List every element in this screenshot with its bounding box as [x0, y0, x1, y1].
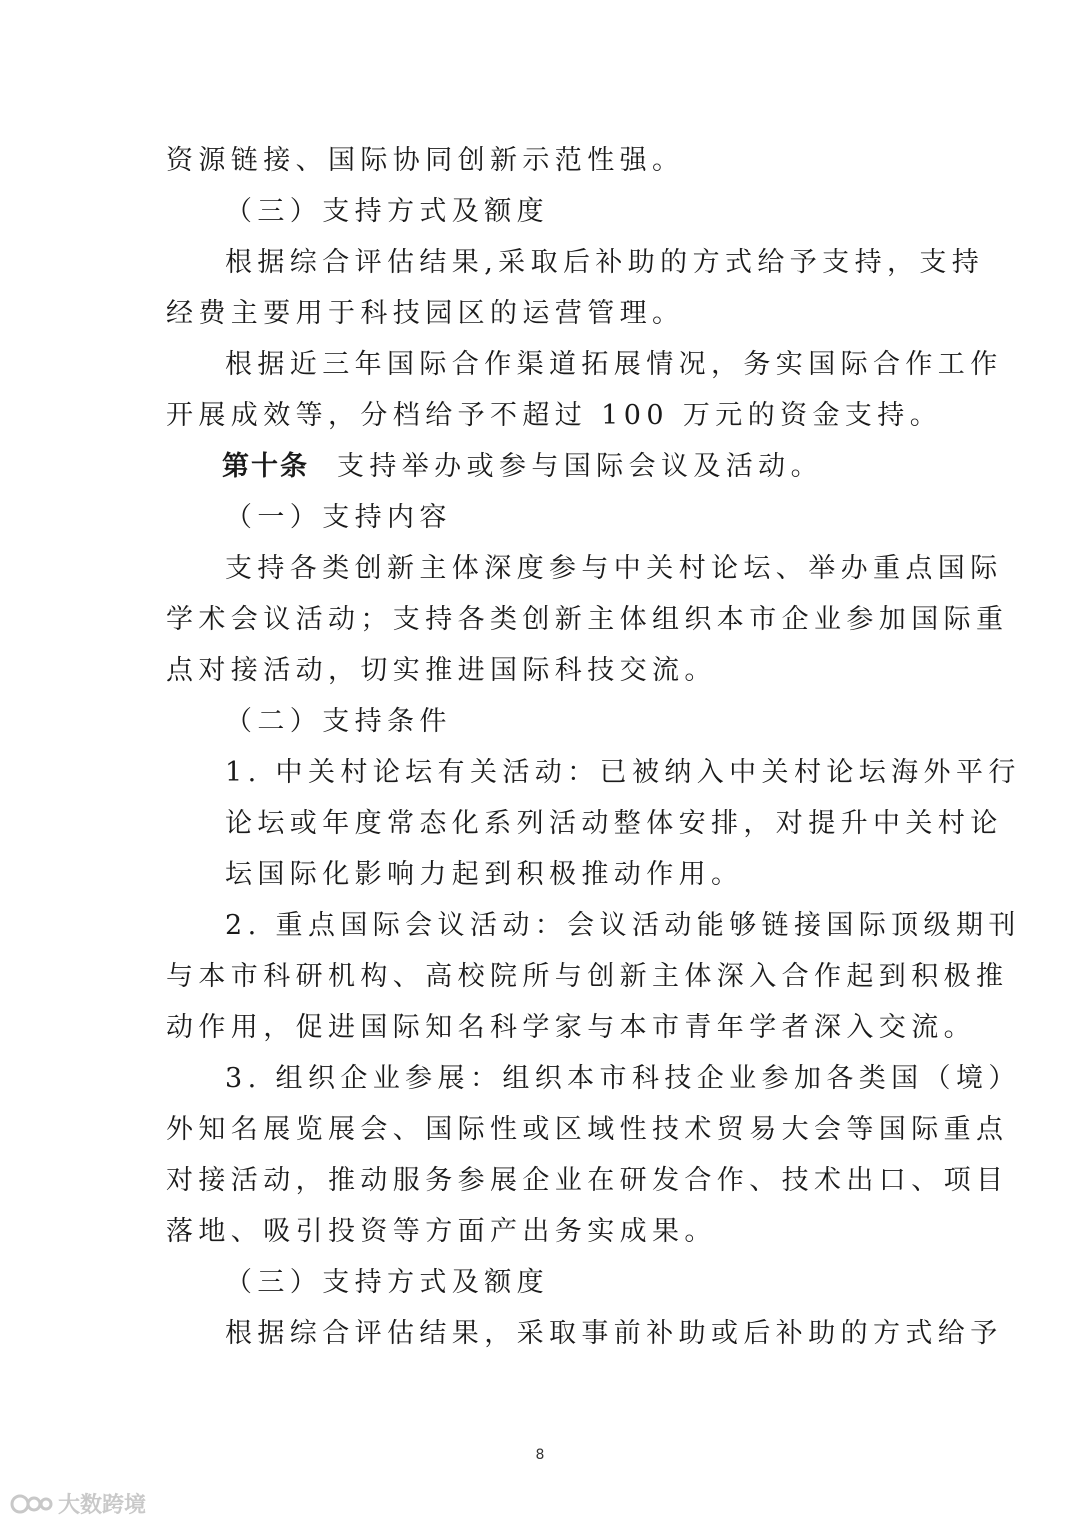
body-line: 对接活动，推动服务参展企业在研发合作、技术出口、项目 [166, 1165, 1009, 1196]
watermark [10, 1488, 146, 1519]
body-line: 动作用，促进国际知名科学家与本市青年学者深入交流。 [166, 1012, 976, 1043]
body-line: 根据近三年国际合作渠道拓展情况，务实国际合作工作 [225, 349, 1003, 380]
body-line: 与本市科研机构、高校院所与创新主体深入合作起到积极推 [166, 961, 1009, 992]
section-heading: （二）支持条件 [225, 706, 452, 737]
list-item-line: 1. 中关村论坛有关活动：已被纳入中关村论坛海外平行 [225, 757, 1021, 788]
body-line: 点对接活动，切实推进国际科技交流。 [166, 655, 717, 686]
article-line [222, 450, 823, 484]
section-heading: （三）支持方式及额度 [225, 196, 549, 227]
body-line: 根据综合评估结果,采取后补助的方式给予支持，支持 [225, 247, 985, 278]
body-line: 外知名展览展会、国际性或区域性技术贸易大会等国际重点 [166, 1114, 1009, 1145]
body-line: 学术会议活动；支持各类创新主体组织本市企业参加国际重 [166, 604, 1009, 635]
list-item-line: 2. 重点国际会议活动：会议活动能够链接国际顶级期刊 [225, 910, 1021, 941]
body-line: 支持各类创新主体深度参与中关村论坛、举办重点国际 [225, 553, 1003, 584]
list-item-line: 论坛或年度常态化系列活动整体安排，对提升中关村论 [225, 808, 1003, 839]
brand-logo-icon [10, 1492, 54, 1516]
list-item-line: 坛国际化影响力起到积极推动作用。 [225, 859, 744, 890]
article-label: 第十条 [222, 451, 309, 482]
section-heading: （一）支持内容 [225, 502, 452, 533]
body-line: 根据综合评估结果，采取事前补助或后补助的方式给予 [225, 1318, 1003, 1349]
section-heading: （三）支持方式及额度 [225, 1267, 549, 1298]
body-line: 落地、吸引投资等方面产出务实成果。 [166, 1216, 717, 1247]
list-item-line: 3. 组织企业参展：组织本市科技企业参加各类国（境） [225, 1063, 1021, 1094]
watermark-text: 大数跨境 [58, 1493, 147, 1518]
page-number: 8 [535, 1447, 545, 1463]
body-line: 经费主要用于科技园区的运营管理。 [166, 298, 685, 329]
body-line: 资源链接、国际协同创新示范性强。 [166, 145, 685, 176]
article-title: 支持举办或参与国际会议及活动。 [336, 451, 823, 482]
body-line: 开展成效等，分档给予不超过 100 万元的资金支持。 [166, 400, 943, 431]
